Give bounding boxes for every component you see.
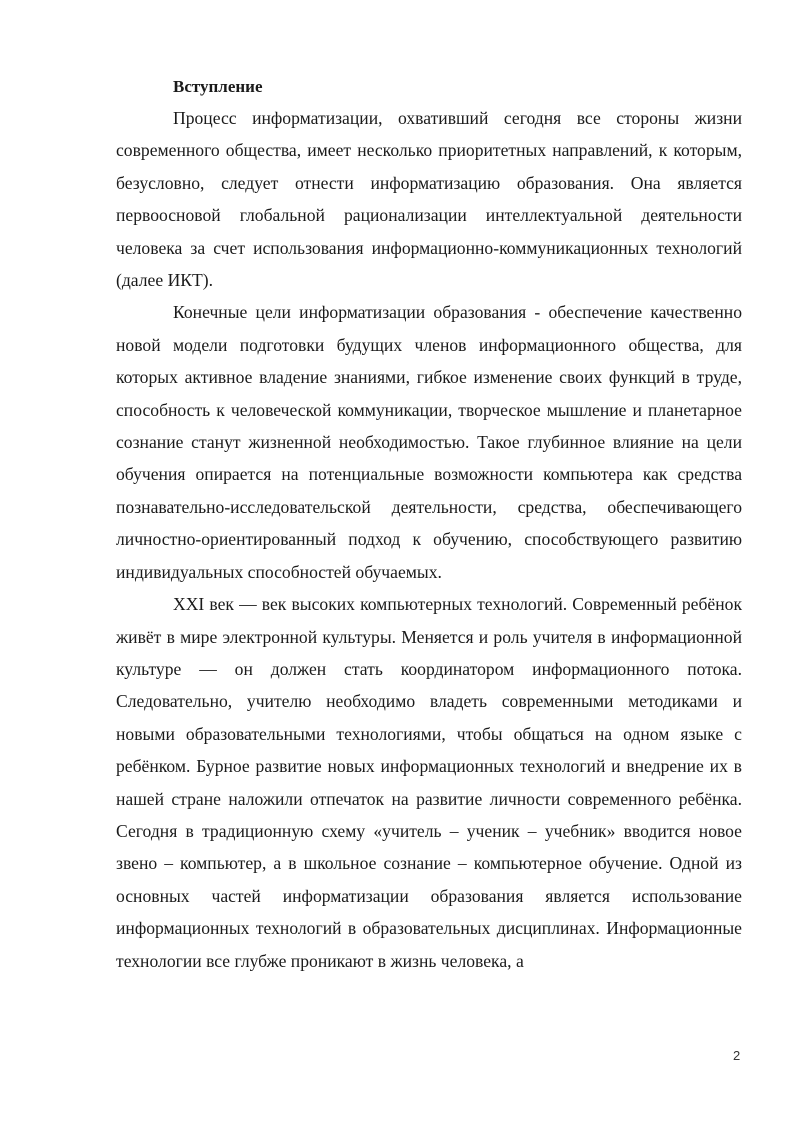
section-heading: Вступление	[173, 77, 263, 96]
page-number: 2	[733, 1048, 741, 1063]
paragraph-3: XXI век — век высоких компьютерных технологий. Современный ребёнок живёт в мире электронной культуры. Меняется и роль учителя в информационной культуре — он должен стать координатором информационного потока. Следовательно, учителю необходимо владеть современными методиками и новыми образовательными технологиями, чтобы общаться на одном языке с ребёнком. Бурное развитие новых информационных технологий и внедрение их в нашей стране наложили отпечаток на развитие личности современного ребёнка. Сегодня в традиционную схему «учитель – ученик – учебник» вводится новое звено – компьютер, а в школьное сознание – компьютерное обучение. Одной из основных частей информатизации образования является использование информационных технологий в образовательных дисциплинах. Информационные технологии все глубже проникают в жизнь человека, а	[116, 594, 742, 971]
document-page	[116, 76, 742, 977]
paragraph-1: Процесс информатизации, охвативший сегодня все стороны жизни современного общества, имеет несколько приоритетных направлений, к которым, безусловно, следует отнести информатизацию образования. Она является первоосновой глобальной рационализации интеллектуальной деятельности человека за счет использования информационно-коммуникационных технологий (далее ИКТ).	[116, 108, 742, 291]
paragraph-2: Конечные цели информатизации образования - обеспечение качественно новой модели подготовки будущих членов информационного общества, для которых активное владение знаниями, гибкое изменение своих функций в труде, способность к человеческой коммуникации, творческое мышление и планетарное сознание станут жизненной необходимостью. Такое глубинное влияние на цели обучения опирается на потенциальные возможности компьютера как средства познавательно-исследовательской деятельности, средства, обеспечивающего личностно-ориентированный подход к обучению, способствующего развитию индивидуальных способностей обучаемых.	[116, 302, 742, 582]
